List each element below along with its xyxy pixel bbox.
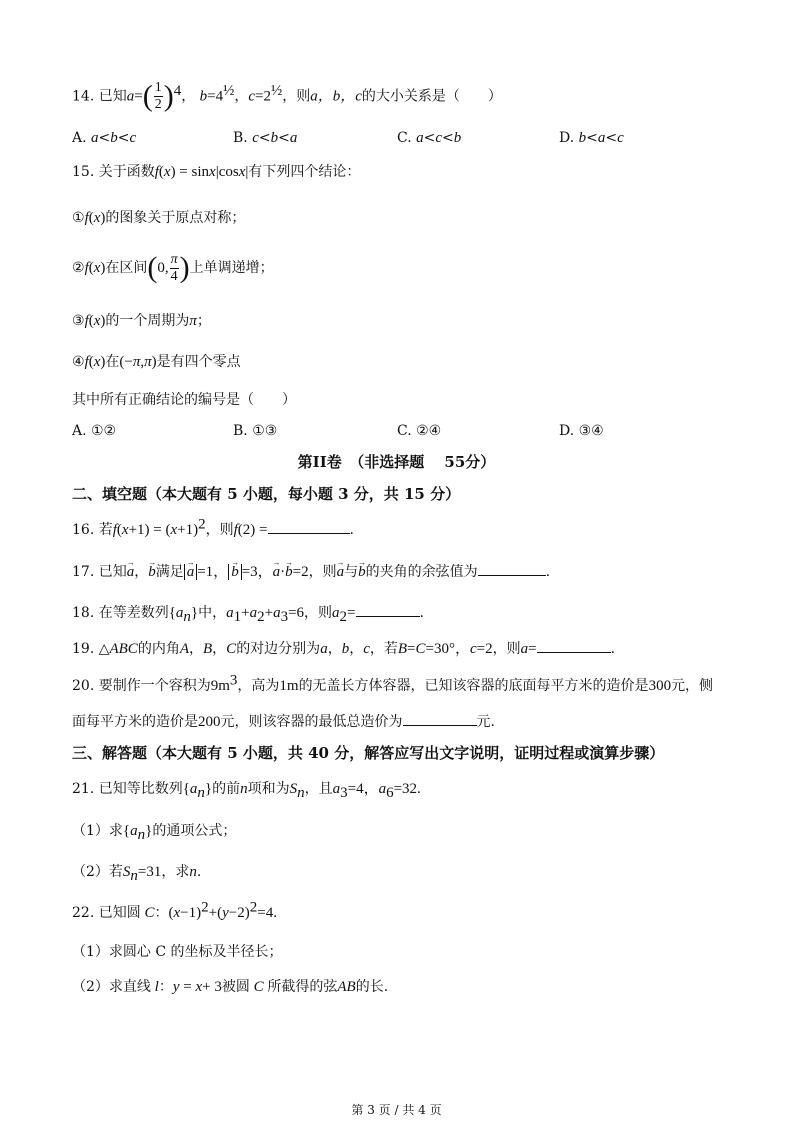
- q14-option-a[interactable]: A. a<b<c: [72, 130, 137, 146]
- q19: 19. △ABC的内角A，B，C的对边分别为a，b，c，若B=C=30°，c=2，则a= .: [72, 638, 615, 659]
- q19-answer-blank[interactable]: [537, 638, 611, 653]
- q18: 18. 在等差数列$\{a_n\}$中，$a_1+a_2+a_3=6$，则$a_2=$ .: [72, 602, 424, 623]
- q22-stem: 22. 已知圆 C：$(x-1)^2+(y-2)^2=4$.: [72, 899, 277, 921]
- q15-statement-3: ③f(x)的一个周期为π；: [72, 313, 211, 329]
- fraction-half: $\frac{1}{2}$: [154, 80, 162, 112]
- section2-title: 二、填空题（本大题有 5 小题，每小题 3 分，共 15 分）: [72, 485, 461, 503]
- q20-line2: 面每平方米的造价是200元，则该容器的最低总造价为 元.: [72, 711, 495, 732]
- q16: 16. 若$f(x+1) = (x+1)^2$，则f(2) = .: [72, 516, 354, 538]
- q15-option-c[interactable]: C. ②④: [397, 423, 442, 439]
- q14-lead: 14. 已知: [72, 88, 127, 105]
- q15-option-a[interactable]: A. ①②: [72, 423, 117, 439]
- page-footer: 第 3 页 / 共 4 页: [351, 1103, 442, 1117]
- q15-statement-4: ④f(x)在(−π,π)是有四个零点: [72, 354, 241, 370]
- q20-line1: 20. 要制作一个容积为$9m^3$，高为1m的无盖长方体容器，已知该容器的底面每平方米的造价是300元，侧: [72, 672, 714, 694]
- section3-title: 三、解答题（本大题有 5 小题，共 40 分，解答应写出文字说明，证明过程或演算步骤）: [72, 744, 665, 762]
- q14-option-d[interactable]: D. b<a<c: [559, 130, 624, 146]
- q15-option-d[interactable]: D. ③④: [559, 423, 604, 439]
- q21-stem: 21. 已知等比数列$\{a_n\}$的前n项和为$S_n$，且$a_3=4$，$a_6=32$.: [72, 781, 421, 801]
- q20-answer-blank[interactable]: [403, 711, 477, 726]
- part2-title: 第II卷 （非选择题 55分）: [297, 453, 496, 471]
- q15-statement-2: ②f(x)在区间(0, $\frac{\pi}{4}$ )上单调递增；: [72, 251, 274, 284]
- q22-part1: （1）求圆心 C 的坐标及半径长；: [72, 944, 283, 960]
- q15-stem: 15. 关于函数f(x) = sinx|cosx|有下列四个结论：: [72, 164, 361, 180]
- q15-option-b[interactable]: B. ①③: [233, 423, 278, 439]
- q18-answer-blank[interactable]: [356, 602, 420, 617]
- q22-part2: （2）求直线 l：y = x+ 3被圆 C 所截得的弦AB的长.: [72, 979, 389, 995]
- q17: 17. 已知→ a，→ b满足→ a =1，→ b =3，→ a·→ b=2，则→ a与→ b的夹角的余弦值为 .: [72, 561, 550, 582]
- q14-option-b[interactable]: B. c<b<a: [233, 130, 298, 146]
- q15-statement-1: ①f(x)的图象关于原点对称；: [72, 210, 246, 226]
- q21-part1: （1）求$\{a_n\}$的通项公式；: [72, 823, 237, 843]
- q14-stem: 14. 已知a=( $\frac{1}{2}$ )$^4$， $b=4^{\frac{1}{2}}$，$c=2^{\frac{1}{2}}$，则a，b，c的大小关系是（ ）: [72, 79, 502, 113]
- q14-option-c[interactable]: C. a<c<b: [397, 130, 462, 146]
- q16-answer-blank[interactable]: [268, 519, 350, 534]
- q17-answer-blank[interactable]: [478, 561, 546, 576]
- q21-part2: （2）若$S_n=31$，求n.: [72, 864, 202, 884]
- q15-question: 其中所有正确结论的编号是（ ）: [72, 392, 296, 408]
- fraction-pi-over-4: $\frac{\pi}{4}$: [170, 251, 178, 284]
